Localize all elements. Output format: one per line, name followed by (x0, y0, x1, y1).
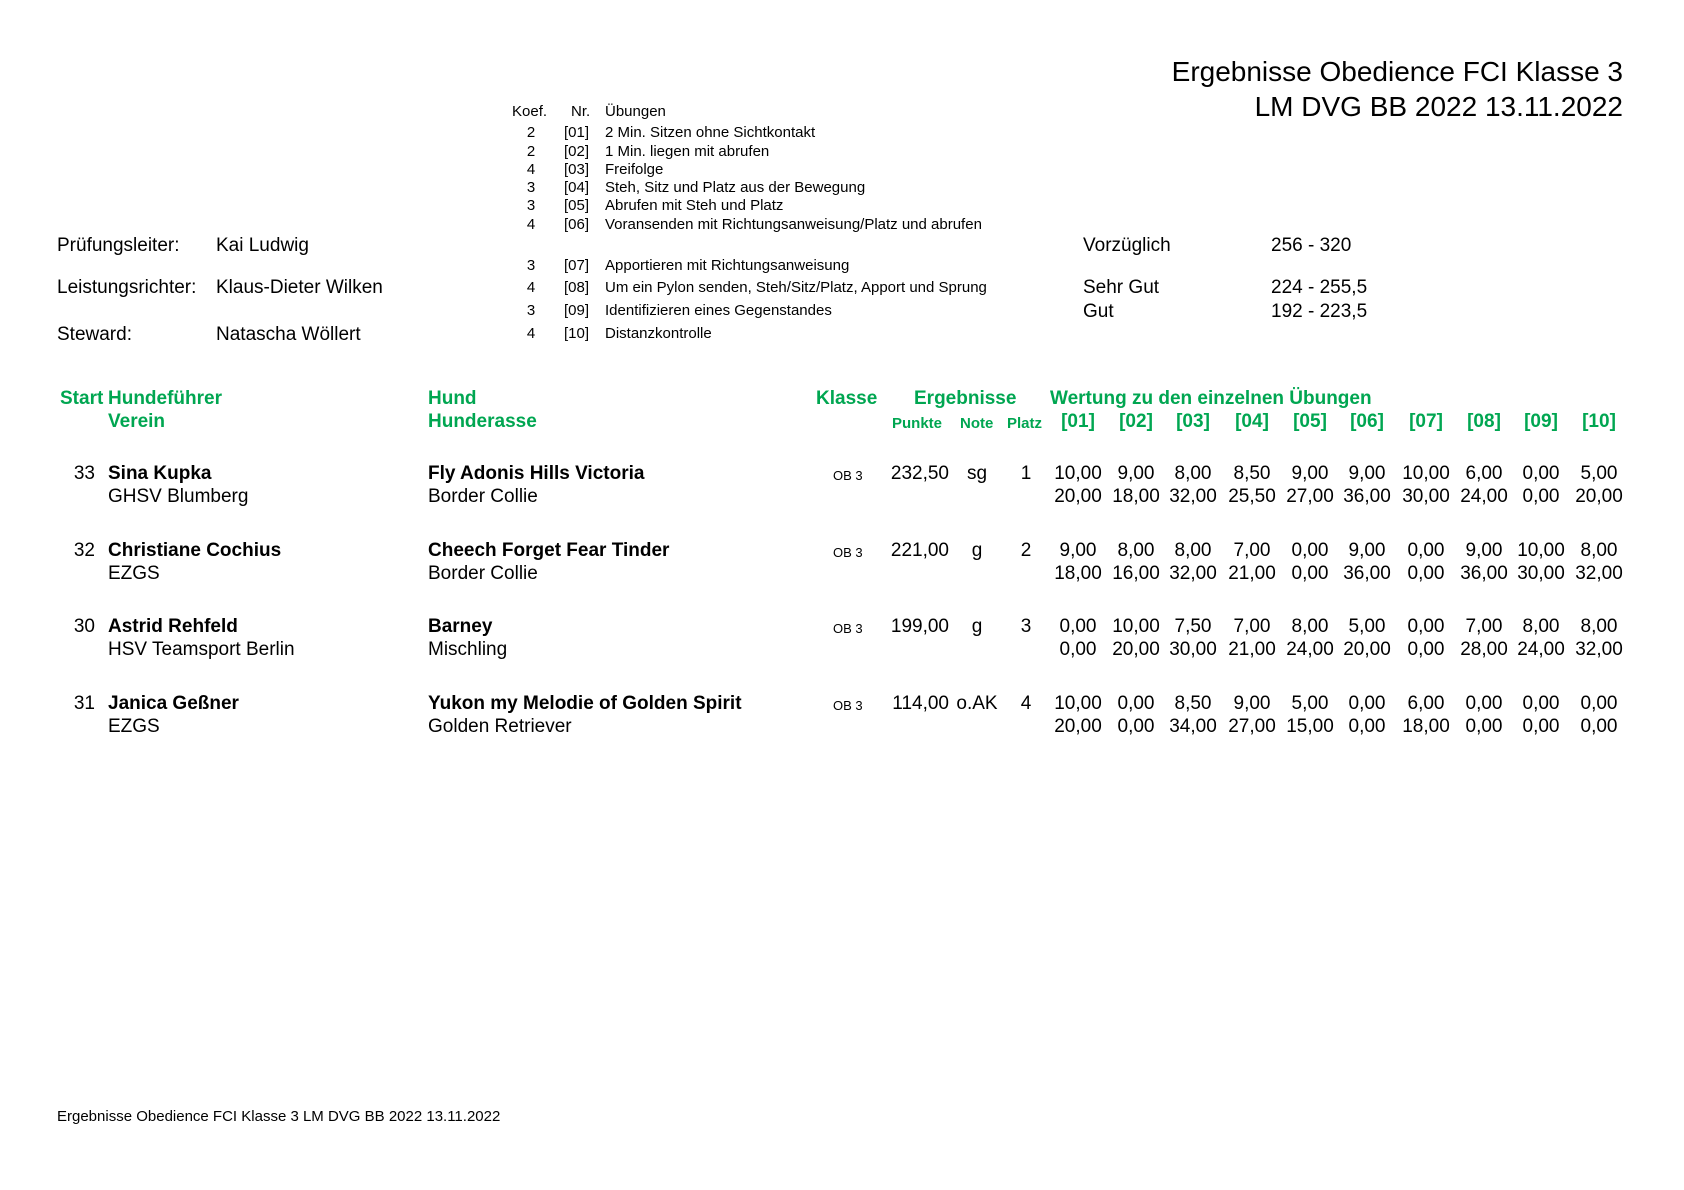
exercise-score: 7,00 (1465, 616, 1503, 637)
exercise-score: 9,00 (1348, 540, 1386, 561)
grade-name: Vorzüglich (1083, 235, 1171, 256)
header-exercise-col: [03] (1176, 411, 1210, 432)
class-label: OB 3 (833, 698, 863, 713)
exercise-weighted-score: 18,00 (1402, 716, 1450, 737)
exercise-weighted-score: 34,00 (1169, 716, 1217, 737)
exercise-name: Steh, Sitz und Platz aus der Bewegung (605, 179, 866, 196)
exercise-weighted-score: 20,00 (1112, 639, 1160, 660)
exercise-nr: [09] (564, 302, 590, 319)
exercise-nr: [10] (564, 325, 590, 342)
dog-breed: Golden Retriever (428, 716, 572, 737)
exercise-name: 2 Min. Sitzen ohne Sichtkontakt (605, 124, 816, 141)
note: g (971, 540, 983, 561)
exercise-score: 5,00 (1291, 693, 1329, 714)
exercise-score: 0,00 (1465, 693, 1503, 714)
start-number: 31 (73, 693, 95, 714)
exercises-header: Übungen (605, 103, 666, 120)
exercise-weighted-score: 0,00 (1059, 639, 1097, 660)
exercise-score: 7,50 (1174, 616, 1212, 637)
exercise-weighted-score: 32,00 (1169, 563, 1217, 584)
exercise-weighted-score: 36,00 (1343, 563, 1391, 584)
start-number: 32 (73, 540, 95, 561)
exercise-score: 8,50 (1233, 463, 1271, 484)
grade-range: 256 - 320 (1271, 235, 1352, 256)
exercise-name: Identifizieren eines Gegenstandes (605, 302, 832, 319)
class-label: OB 3 (833, 468, 863, 483)
points: 114,00 (892, 693, 949, 714)
header-club: Verein (108, 411, 166, 432)
exercise-weighted-score: 18,00 (1054, 563, 1102, 584)
exercise-weighted-score: 0,00 (1348, 716, 1386, 737)
official-name: Klaus-Dieter Wilken (216, 277, 383, 298)
dog-breed: Border Collie (428, 563, 538, 584)
exercise-nr: [03] (564, 161, 590, 178)
exercise-weighted-score: 36,00 (1343, 486, 1391, 507)
club-name: EZGS (108, 563, 160, 584)
exercise-weighted-score: 24,00 (1460, 486, 1508, 507)
title-line-1: Ergebnisse Obedience FCI Klasse 3 (1171, 56, 1623, 87)
exercise-score: 0,00 (1580, 693, 1618, 714)
header-start: Start (60, 388, 104, 409)
exercise-weighted-score: 21,00 (1228, 639, 1276, 660)
points: 221,00 (890, 540, 949, 561)
exercise-score: 5,00 (1348, 616, 1386, 637)
exercise-name: Voransenden mit Richtungsanweisung/Platz und abrufen (605, 216, 982, 233)
exercise-score: 8,00 (1174, 540, 1212, 561)
exercise-weighted-score: 32,00 (1169, 486, 1217, 507)
exercise-weighted-score: 0,00 (1407, 639, 1445, 660)
exercise-koef: 3 (526, 179, 536, 196)
points: 199,00 (890, 616, 949, 637)
club-name: HSV Teamsport Berlin (108, 639, 295, 660)
grade-name: Sehr Gut (1083, 277, 1160, 298)
header-exercise-col: [05] (1293, 411, 1327, 432)
exercise-koef: 3 (526, 302, 536, 319)
exercise-koef: 4 (526, 325, 536, 342)
exercise-nr: [04] (564, 179, 590, 196)
exercise-koef: 4 (526, 216, 536, 233)
exercise-nr: [02] (564, 143, 590, 160)
header-dog: Hund (428, 388, 477, 409)
exercise-weighted-score: 0,00 (1522, 716, 1560, 737)
exercise-koef: 4 (526, 279, 536, 296)
header-results: Ergebnisse (914, 388, 1017, 409)
exercise-score: 10,00 (1054, 463, 1102, 484)
note: o.AK (956, 693, 998, 714)
exercise-score: 8,00 (1174, 463, 1212, 484)
exercise-score: 5,00 (1580, 463, 1618, 484)
handler-name: Astrid Rehfeld (108, 616, 238, 637)
exercise-weighted-score: 0,00 (1407, 563, 1445, 584)
official-name: Kai Ludwig (216, 235, 309, 256)
exercise-weighted-score: 32,00 (1575, 639, 1623, 660)
header-exercise-col: [01] (1061, 411, 1095, 432)
exercise-weighted-score: 0,00 (1465, 716, 1503, 737)
koef-header: Koef. (512, 103, 548, 120)
class-label: OB 3 (833, 545, 863, 560)
class-label: OB 3 (833, 621, 863, 636)
exercise-weighted-score: 16,00 (1112, 563, 1160, 584)
header-exercise-col: [08] (1467, 411, 1501, 432)
header-exercise-col: [02] (1119, 411, 1153, 432)
exercise-weighted-score: 20,00 (1343, 639, 1391, 660)
exercise-score: 0,00 (1117, 693, 1155, 714)
exercise-score: 7,00 (1233, 540, 1271, 561)
points: 232,50 (890, 463, 949, 484)
exercise-koef: 2 (526, 124, 536, 141)
grade-name: Gut (1083, 301, 1114, 322)
club-name: GHSV Blumberg (108, 486, 249, 507)
exercise-score: 6,00 (1407, 693, 1445, 714)
grade-range: 192 - 223,5 (1271, 301, 1368, 322)
exercise-name: Apportieren mit Richtungsanweisung (605, 257, 850, 274)
exercise-score: 8,50 (1174, 693, 1212, 714)
grade-range: 224 - 255,5 (1271, 277, 1368, 298)
header-exercise-col: [10] (1582, 411, 1616, 432)
title-line-2: LM DVG BB 2022 13.11.2022 (1254, 91, 1623, 122)
exercise-weighted-score: 27,00 (1286, 486, 1334, 507)
exercise-score: 0,00 (1407, 540, 1445, 561)
exercise-score: 0,00 (1407, 616, 1445, 637)
exercise-nr: [01] (564, 124, 590, 141)
club-name: EZGS (108, 716, 160, 737)
exercise-weighted-score: 20,00 (1054, 486, 1102, 507)
handler-name: Christiane Cochius (108, 540, 282, 561)
place: 2 (1020, 540, 1032, 561)
exercise-score: 9,00 (1291, 463, 1329, 484)
official-role: Prüfungsleiter: (57, 235, 180, 256)
header-exercise-col: [07] (1409, 411, 1443, 432)
exercise-koef: 4 (526, 161, 536, 178)
official-role: Leistungsrichter: (57, 277, 197, 298)
header-exercise-col: [06] (1350, 411, 1384, 432)
start-number: 30 (73, 616, 95, 637)
exercise-name: Abrufen mit Steh und Platz (605, 197, 784, 214)
exercise-name: 1 Min. liegen mit abrufen (605, 143, 770, 160)
exercise-weighted-score: 18,00 (1112, 486, 1160, 507)
handler-name: Janica Geßner (108, 693, 239, 714)
exercise-nr: [08] (564, 279, 590, 296)
dog-breed: Border Collie (428, 486, 538, 507)
exercise-score: 8,00 (1291, 616, 1329, 637)
footer-text: Ergebnisse Obedience FCI Klasse 3 LM DVG BB 2022 13.11.2022 (57, 1108, 501, 1125)
header-breed: Hunderasse (428, 411, 537, 432)
exercise-weighted-score: 24,00 (1517, 639, 1565, 660)
exercise-score: 10,00 (1517, 540, 1565, 561)
place: 4 (1020, 693, 1032, 714)
exercise-score: 9,00 (1117, 463, 1155, 484)
start-number: 33 (73, 463, 95, 484)
exercise-name: Freifolge (605, 161, 664, 178)
exercise-score: 8,00 (1117, 540, 1155, 561)
exercise-score: 0,00 (1348, 693, 1386, 714)
exercise-score: 10,00 (1402, 463, 1450, 484)
dog-name: Fly Adonis Hills Victoria (428, 463, 645, 484)
exercise-nr: [05] (564, 197, 590, 214)
exercise-weighted-score: 24,00 (1286, 639, 1334, 660)
exercise-score: 0,00 (1522, 693, 1560, 714)
header-exercises-title: Wertung zu den einzelnen Übungen (1050, 388, 1372, 409)
note: sg (966, 463, 988, 484)
note: g (971, 616, 983, 637)
exercise-name: Um ein Pylon senden, Steh/Sitz/Platz, Apport und Sprung (605, 279, 987, 296)
exercise-weighted-score: 20,00 (1054, 716, 1102, 737)
header-class: Klasse (816, 388, 878, 409)
exercise-score: 10,00 (1054, 693, 1102, 714)
exercise-score: 8,00 (1580, 540, 1618, 561)
exercise-score: 9,00 (1059, 540, 1097, 561)
exercise-score: 8,00 (1522, 616, 1560, 637)
exercise-nr: [07] (564, 257, 590, 274)
exercise-weighted-score: 0,00 (1522, 486, 1560, 507)
exercise-weighted-score: 30,00 (1402, 486, 1450, 507)
exercise-koef: 3 (526, 197, 536, 214)
exercise-score: 9,00 (1348, 463, 1386, 484)
exercise-score: 6,00 (1465, 463, 1503, 484)
place: 1 (1020, 463, 1032, 484)
exercise-weighted-score: 20,00 (1575, 486, 1623, 507)
exercise-koef: 3 (526, 257, 536, 274)
exercise-score: 7,00 (1233, 616, 1271, 637)
dog-name: Barney (428, 616, 493, 637)
exercise-weighted-score: 25,50 (1228, 486, 1276, 507)
place: 3 (1020, 616, 1032, 637)
exercise-score: 0,00 (1291, 540, 1329, 561)
exercise-weighted-score: 21,00 (1228, 563, 1276, 584)
handler-name: Sina Kupka (108, 463, 212, 484)
header-note: Note (960, 415, 994, 432)
official-name: Natascha Wöllert (216, 324, 361, 345)
exercise-weighted-score: 28,00 (1460, 639, 1508, 660)
dog-name: Yukon my Melodie of Golden Spirit (428, 693, 742, 714)
exercise-koef: 2 (526, 143, 536, 160)
exercise-weighted-score: 32,00 (1575, 563, 1623, 584)
header-exercise-col: [04] (1235, 411, 1269, 432)
header-exercise-col: [09] (1524, 411, 1558, 432)
exercise-weighted-score: 0,00 (1291, 563, 1329, 584)
official-role: Steward: (57, 324, 132, 345)
exercise-weighted-score: 15,00 (1286, 716, 1334, 737)
exercise-score: 9,00 (1465, 540, 1503, 561)
header-place: Platz (1007, 415, 1043, 432)
dog-breed: Mischling (428, 639, 508, 660)
exercise-score: 10,00 (1112, 616, 1160, 637)
exercise-weighted-score: 36,00 (1460, 563, 1508, 584)
exercise-score: 8,00 (1580, 616, 1618, 637)
exercise-score: 0,00 (1059, 616, 1097, 637)
exercise-weighted-score: 0,00 (1580, 716, 1618, 737)
exercise-weighted-score: 27,00 (1228, 716, 1276, 737)
header-points: Punkte (892, 415, 943, 432)
exercise-weighted-score: 30,00 (1169, 639, 1217, 660)
dog-name: Cheech Forget Fear Tinder (428, 540, 670, 561)
header-handler: Hundeführer (108, 388, 222, 409)
exercise-weighted-score: 0,00 (1117, 716, 1155, 737)
exercise-name: Distanzkontrolle (605, 325, 712, 342)
exercise-score: 9,00 (1233, 693, 1271, 714)
exercise-score: 0,00 (1522, 463, 1560, 484)
exercise-weighted-score: 30,00 (1517, 563, 1565, 584)
exercise-nr: [06] (564, 216, 590, 233)
nr-header: Nr. (571, 103, 591, 120)
